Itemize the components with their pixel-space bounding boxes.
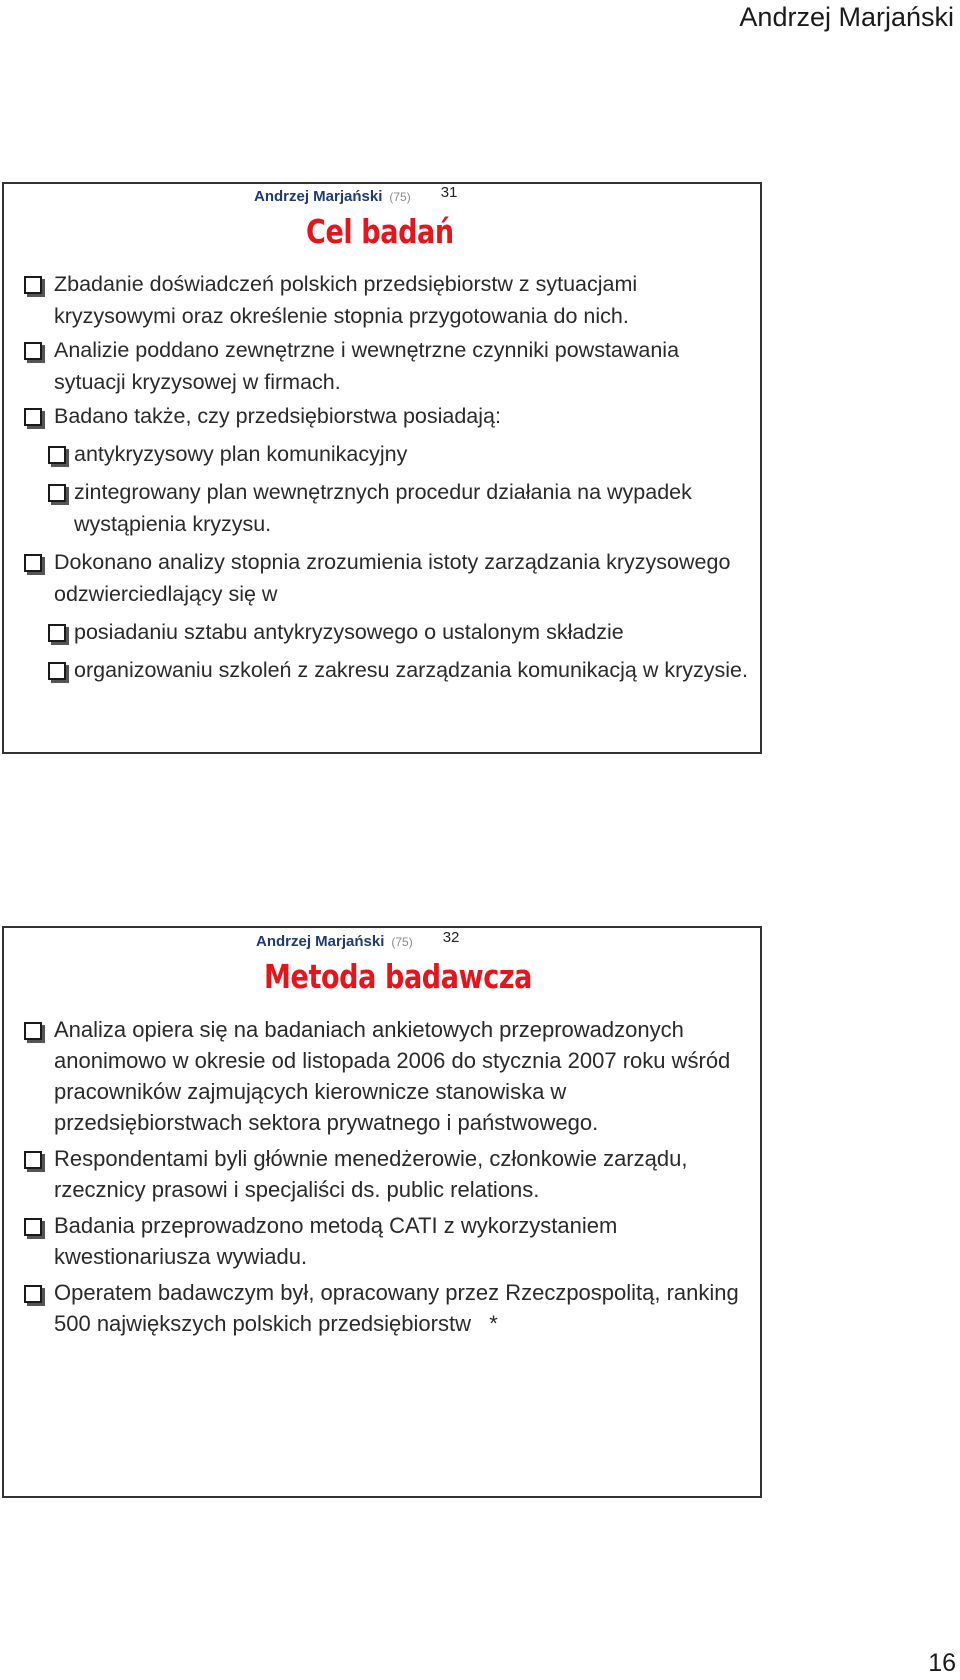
slide-count: (75) [389, 190, 411, 204]
list-item [22, 1143, 750, 1205]
list-item [22, 400, 750, 540]
bullet-text: Dokonano analizy stopnia zrozumienia istoty zarządzania kryzysowego odzwierciedlający się w [54, 550, 731, 606]
list-item [22, 268, 750, 332]
slide-author: Andrzej Marjański [256, 933, 385, 950]
bullet-text: Badania przeprowadzono metodą CATI z wykorzystaniem kwestionariusza wywiadu. [54, 1213, 618, 1269]
slide-title: Metoda badawcza [264, 957, 533, 996]
bullet-text: Analizie poddano zewnętrzne i wewnętrzne czynniki powstawania sytuacji kryzysowej w firmach. [54, 338, 680, 394]
slide-meta [254, 184, 458, 205]
sub-bullet-text: organizowaniu szkoleń z zakresu zarządzania komunikacją w kryzysie. [74, 658, 748, 682]
slide-meta [256, 929, 460, 950]
checkbox-bullet-icon [48, 484, 66, 502]
slide-title: Cel badań [306, 212, 454, 251]
slide-number: 32 [442, 929, 460, 946]
sub-bullet-text: antykryzysowy plan komunikacyjny [74, 442, 408, 466]
list-item [22, 1210, 750, 1272]
bullet-text: Respondentami byli głównie menedżerowie, członkowie zarządu, rzecznicy prasowi i specjaliści ds. public relations. [54, 1146, 688, 1202]
checkbox-bullet-icon [24, 342, 42, 360]
bullet-text: Badano także, czy przedsiębiorstwa posiadają: [54, 404, 501, 428]
list-item [22, 546, 750, 686]
slide-number: 31 [440, 184, 458, 201]
checkbox-bullet-icon [24, 1151, 42, 1169]
checkbox-bullet-icon [24, 1218, 42, 1236]
sub-list-item [22, 616, 750, 648]
checkbox-bullet-icon [24, 1022, 42, 1040]
page-number: 16 [928, 1649, 956, 1677]
bullet-text: Zbadanie doświadczeń polskich przedsiębiorstw z sytuacjami kryzysowymi oraz określenie stopnia przygotowania do nich. [54, 272, 638, 328]
page-header-author: Andrzej Marjański [739, 2, 954, 32]
checkbox-bullet-icon [24, 1285, 42, 1303]
bullet-text: Operatem badawczym był, opracowany przez Rzeczpospolitą, ranking 500 największych polskich przedsiębiorstw * [54, 1280, 745, 1336]
checkbox-bullet-icon [48, 624, 66, 642]
bullet-list [22, 1014, 750, 1344]
list-item [22, 1277, 750, 1339]
sub-list [54, 438, 750, 540]
sub-bullet-text: posiadaniu sztabu antykryzysowego o ustalonym składzie [74, 620, 624, 644]
slide-31 [2, 182, 762, 754]
checkbox-bullet-icon [24, 276, 42, 294]
sub-list-item [22, 438, 750, 470]
sub-list [54, 616, 750, 686]
sub-bullet-text: zintegrowany plan wewnętrznych procedur działania na wypadek wystąpienia kryzysu. [74, 480, 692, 536]
slide-author: Andrzej Marjański [254, 188, 383, 205]
checkbox-bullet-icon [24, 408, 42, 426]
bullet-list [22, 268, 750, 692]
slide-32 [2, 926, 762, 1498]
checkbox-bullet-icon [48, 662, 66, 680]
list-item [22, 1014, 750, 1138]
sub-list-item [22, 654, 750, 686]
checkbox-bullet-icon [48, 446, 66, 464]
checkbox-bullet-icon [24, 554, 42, 572]
sub-list-item [22, 476, 750, 540]
bullet-text: Analiza opiera się na badaniach ankietowych przeprowadzonych anonimowo w okresie od listopada 2006 do stycznia 2007 roku wśród pracowników zajmujących kierownicze stanowiska w przedsiębiorstwach sektora prywatnego i państwowego. [54, 1017, 731, 1135]
slide-count: (75) [391, 935, 413, 949]
list-item [22, 334, 750, 398]
